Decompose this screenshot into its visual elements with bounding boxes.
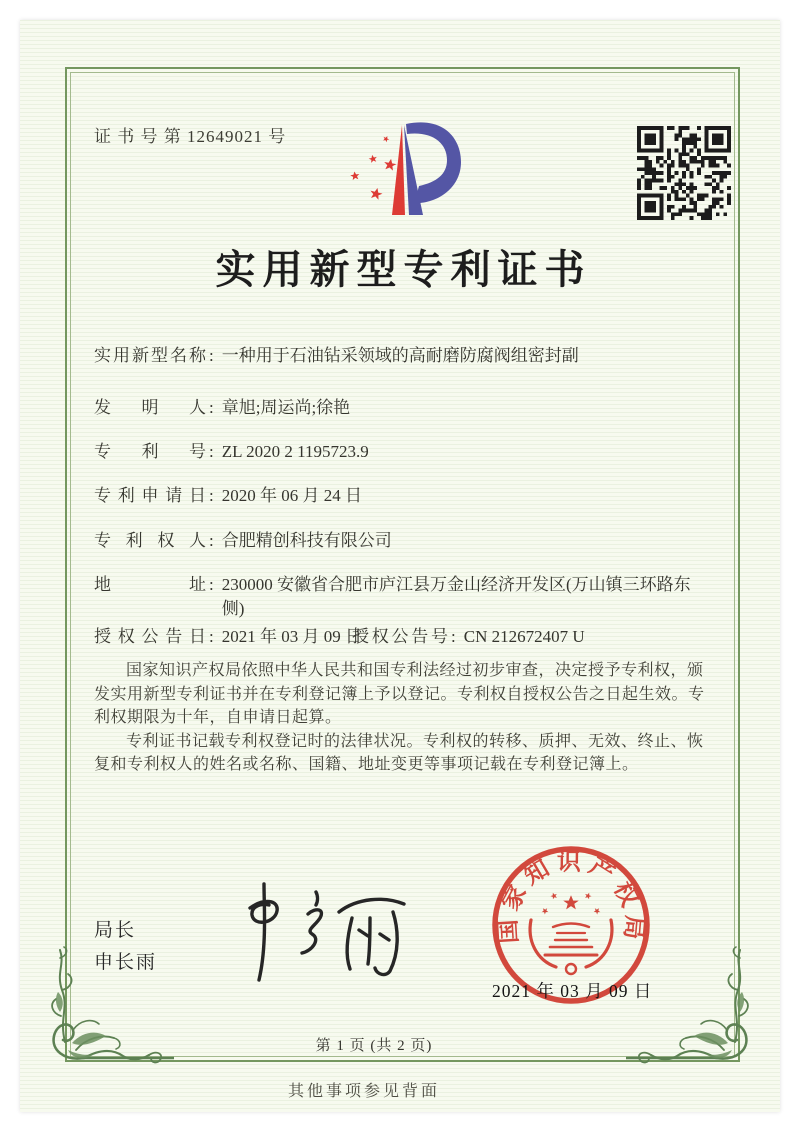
field-label: 专利权人 (94, 531, 206, 550)
field-value: 2020 年 06 月 24 日 (221, 486, 362, 505)
field-value: 合肥精创科技有限公司 (221, 531, 392, 550)
field-row-filing-date (94, 484, 362, 508)
field-label: 地址 (94, 575, 206, 594)
field-colon: : (209, 346, 214, 365)
field-row-patent-no (94, 440, 369, 464)
field-value: ZL 2020 2 1195723.9 (221, 442, 369, 461)
field-colon: : (209, 486, 214, 505)
back-side-note: 其他事项参见背面 (287, 1083, 440, 1100)
field-label: 授权公告号 (352, 627, 448, 646)
field-row-inventor (94, 396, 350, 420)
field-colon: : (451, 627, 456, 646)
commissioner-signature (212, 876, 422, 988)
field-value: CN 212672407 U (463, 627, 585, 646)
field-value: 2021 年 03 月 09 日 (221, 627, 362, 646)
field-value: 230000 安徽省合肥市庐江县万金山经济开发区(万山镇三环路东侧) (221, 575, 691, 618)
qr-code (637, 126, 731, 220)
legal-text (94, 659, 714, 777)
field-label: 实用新型名称 (94, 346, 206, 365)
certificate-title: 实用新型专利证书 (215, 247, 592, 292)
field-row-patentee (94, 529, 392, 553)
field-value: 章旭;周运尚;徐艳 (221, 398, 351, 417)
grant-number-group (352, 625, 585, 649)
field-label: 专利号 (94, 442, 206, 461)
field-row-grant (94, 625, 714, 649)
field-colon: : (209, 531, 214, 550)
field-colon: : (209, 575, 214, 594)
field-row-name (94, 344, 579, 368)
field-colon: : (209, 627, 214, 646)
field-label: 授权公告日 (94, 627, 206, 646)
field-colon: : (209, 442, 214, 461)
field-value: 一种用于石油钻采领域的高耐磨防腐阀组密封副 (221, 346, 579, 365)
field-label: 发明人 (94, 398, 206, 417)
seal-ring-text: 国家知识产权局 (495, 849, 648, 947)
legal-paragraph-1: 国家知识产权局依照中华人民共和国专利法经过初步审查，决定授予专利权，颁发实用新型专利证书并在专利登记簿上予以登记。专利权自授权公告之日起生效。专利权期限为十年，自申请日起算。 (94, 662, 705, 726)
legal-paragraph-2: 专利证书记载专利权登记时的法律状况。专利权的转移、质押、无效、终止、恢复和专利权人的姓名或名称、国籍、地址变更等事项记载在专利登记簿上。 (94, 732, 704, 773)
certificate-number: 证 书 号 第 12649021 号 (94, 127, 287, 146)
seal-date: 2021 年 03 月 09 日 (492, 981, 653, 1001)
commissioner-name: 申长雨 (94, 952, 158, 973)
field-row-address (94, 573, 692, 621)
commissioner-title: 局长 (94, 920, 137, 941)
page-number: 第 1 页 (共 2 页) (315, 1038, 433, 1054)
cnipa-logo-icon (343, 116, 465, 220)
national-emblem-icon (530, 892, 612, 974)
field-colon: : (209, 398, 214, 417)
field-label: 专利申请日 (94, 486, 206, 505)
